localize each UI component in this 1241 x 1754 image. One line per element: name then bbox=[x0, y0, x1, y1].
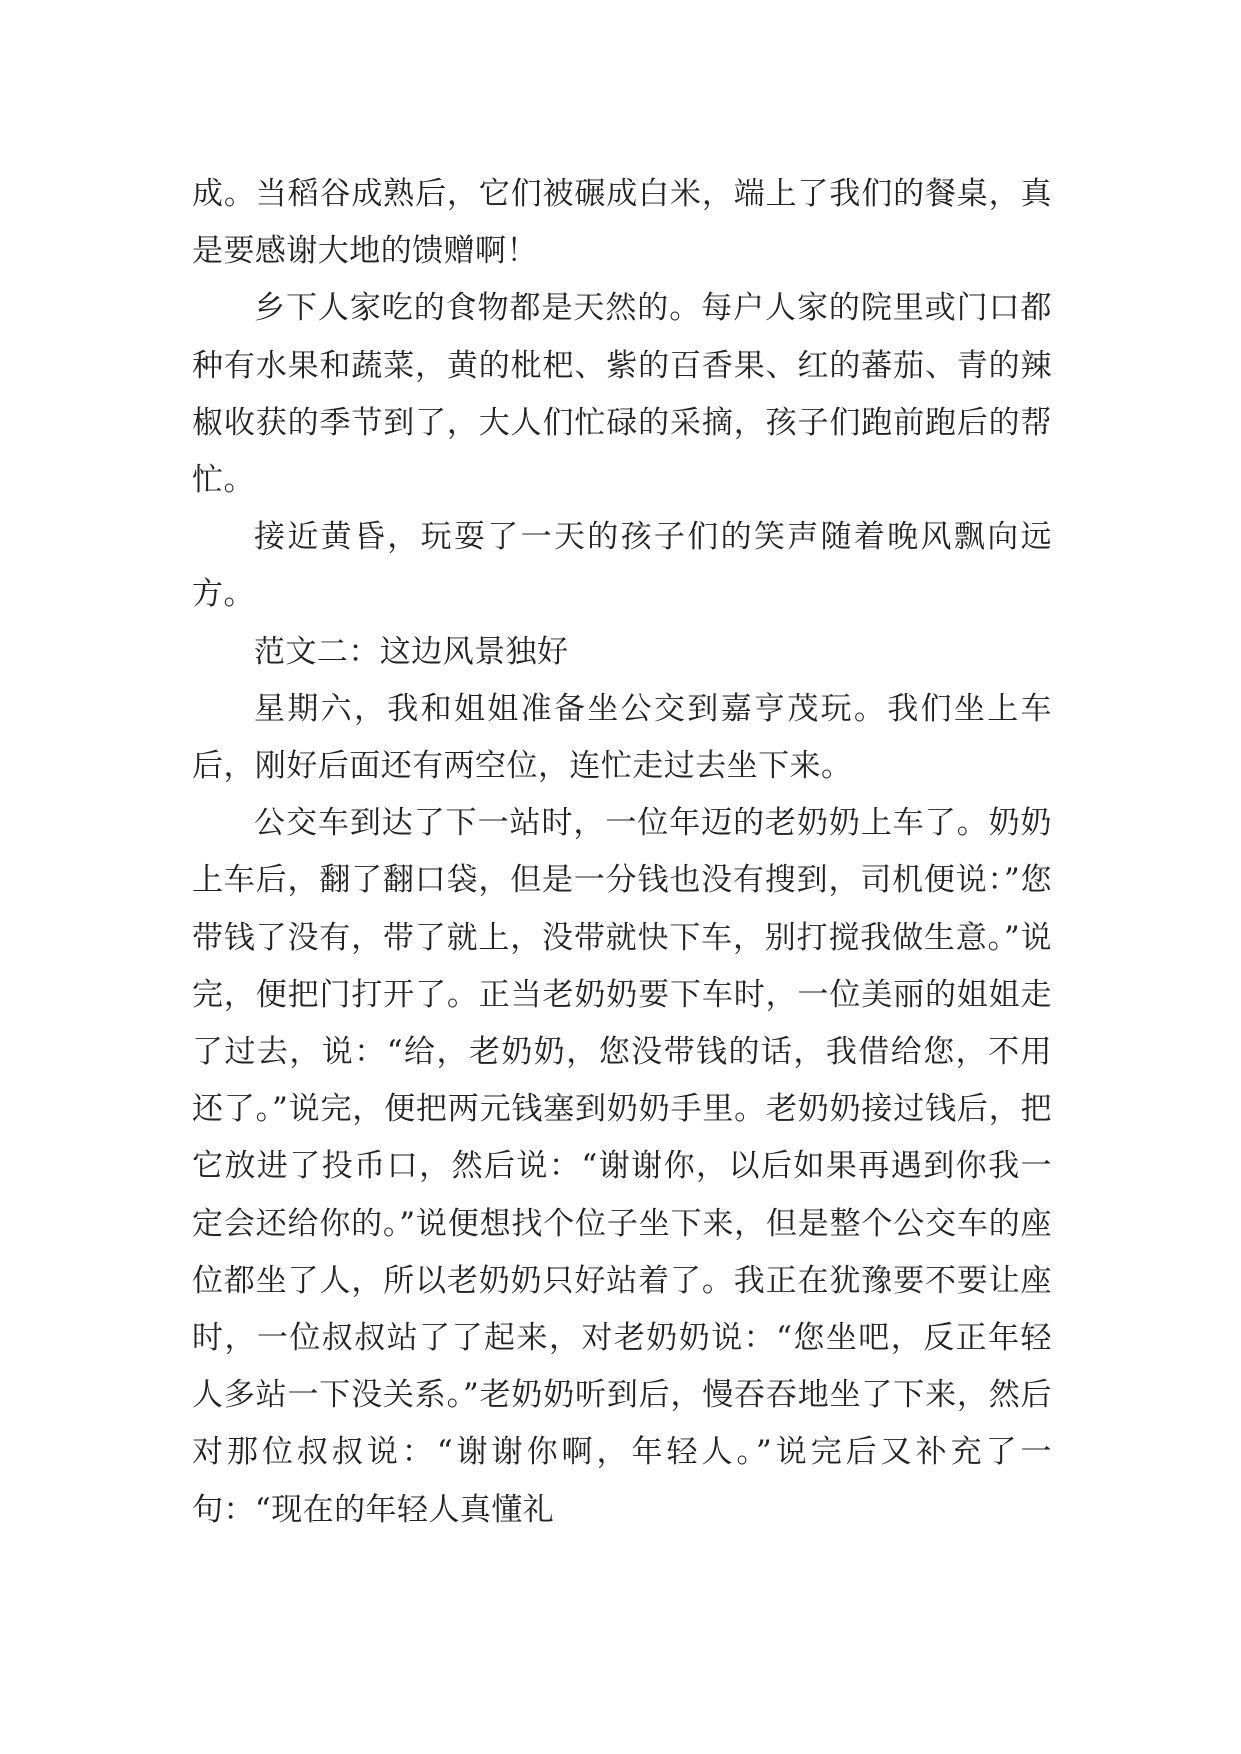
paragraph-dusk: 接近黄昏，玩耍了一天的孩子们的笑声随着晚风飘向远方。 bbox=[192, 519, 1052, 613]
document-page bbox=[192, 166, 1052, 1539]
paragraph-bus-story: 公交车到达了下一站时，一位年迈的老奶奶上车了。奶奶上车后，翻了翻口袋，但是一分钱也没有搜到，司机便说：”您带钱了没有，带了就上，没带就快下车，别打搅我做生意。”说完，便把门打开了。正当老奶奶要下车时，一位美丽的姐姐走了过去，说：“给，老奶奶，您没带钱的话，我借给您，不用还了。”说完，便把两元钱塞到奶奶手里。老奶奶接过钱后，把它放进了投币口，然后说：“谢谢你，以后如果再遇到你我一定会还给你的。”说便想找个位子坐下来，但是整个公交车的座位都坐了人，所以老奶奶只好站着了。我正在犹豫要不要让座时，一位叔叔站了了起来，对老奶奶说：“您坐吧，反正年轻人多站一下没关系。”老奶奶听到后，慢吞吞地坐了下来，然后对那位叔叔说：“谢谢你啊，年轻人。”说完后又补充了一句：“现在的年轻人真懂礼 bbox=[192, 805, 1052, 1528]
paragraph-saturday: 星期六，我和姐姐准备坐公交到嘉亨茂玩。我们坐上车后，刚好后面还有两空位，连忙走过去坐下来。 bbox=[192, 690, 1052, 785]
paragraph-rural-food: 乡下人家吃的食物都是天然的。每户人家的院里或门口都种有水果和蔬菜，黄的枇杷、紫的百香果、红的蕃茄、青的辣椒收获的季节到了，大人们忙碌的采摘，孩子们跑前跑后的帮忙。 bbox=[192, 290, 1052, 499]
section-title: 范文二：这边风景独好 bbox=[254, 633, 569, 670]
paragraph-continuation: 成。当稻谷成熟后，它们被碾成白米，端上了我们的餐桌，真是要感谢大地的馈赠啊！ bbox=[192, 176, 1052, 270]
